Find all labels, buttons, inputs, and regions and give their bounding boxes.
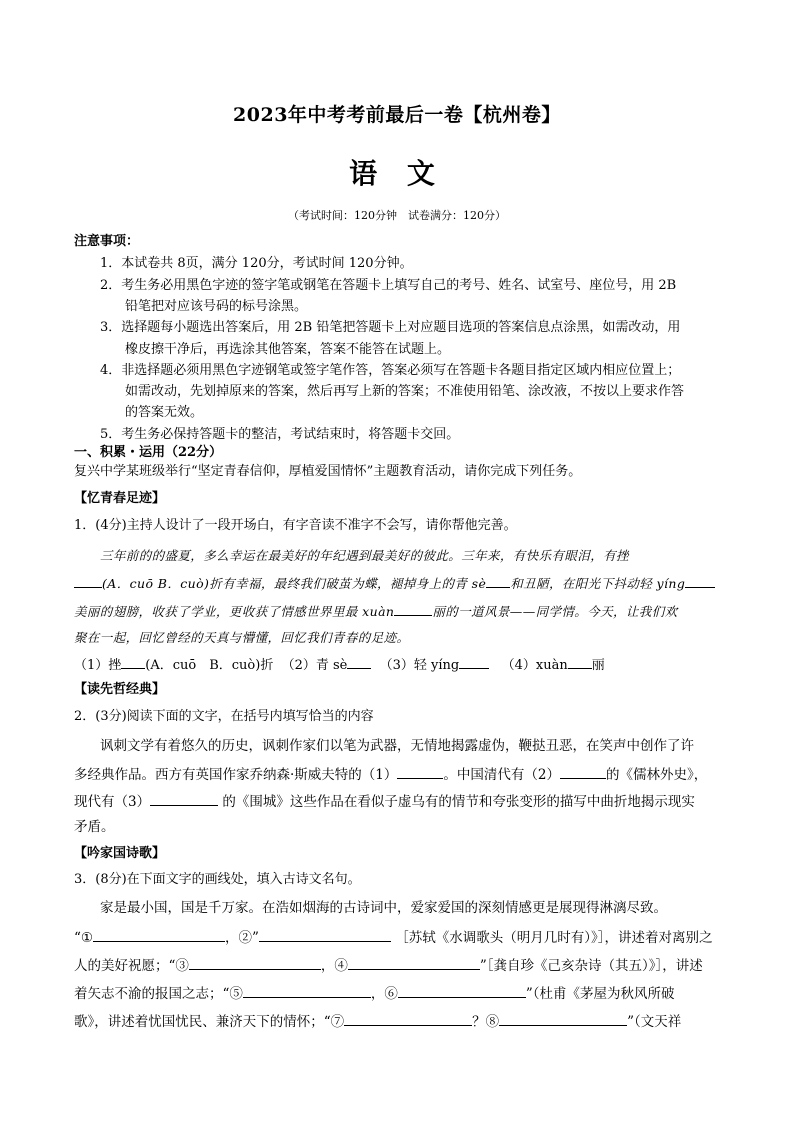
blank-cuo[interactable] — [74, 573, 102, 588]
notice-item-4: 4．非选择题必须用黑色字迹钢笔或签字笔作答，答案必须写在答题卡各题目指定区域内相应位置上； — [100, 363, 681, 378]
blank-swift-work[interactable] — [397, 764, 443, 779]
exam-info: （考试时间：120分钟 试卷满分：120分） — [288, 209, 506, 222]
task1-passage-line1: 三年前的的盛夏，多么幸运在最美好的年纪遇到最美好的彼此。三年来，有快乐有眼泪，有挫 — [100, 548, 629, 563]
answer-blank-2[interactable] — [347, 654, 371, 669]
task1-answer-row: （1）挫 (A．cuō B．cuò)折 （2）青 sè （3）轻 yíng （4）xuàn 丽 — [74, 654, 605, 675]
answer-blank-1[interactable] — [121, 654, 145, 669]
notice-item-2-cont: 铅笔把对应该号码的标号涂黑。 — [125, 299, 308, 314]
blank-poem-5[interactable] — [243, 983, 371, 998]
task2-line2: 多经典作品。西方有英国作家乔纳森·斯威夫特的（1） 。中国清代有（2） 的《儒林外史》， — [74, 764, 707, 784]
blank-qing-author[interactable] — [560, 764, 606, 779]
notice-item-3-cont: 橡皮擦干净后，再选涂其他答案，答案不能答在试题上。 — [125, 342, 451, 357]
task1-question: 1．(4分)主持人设计了一段开场白，有字音读不准字不会写，请你帮他完善。 — [74, 518, 517, 533]
subject-title: 语 文 — [349, 157, 445, 190]
notice-item-2: 2．考生务必用黑色字迹的签字笔或钢笔在答题卡上填写自己的考号、姓名、试室号、座位号，用 2B — [100, 278, 677, 293]
section-heading: 一、积累・运用（22分） — [74, 445, 223, 460]
blank-poem-3[interactable] — [189, 955, 321, 970]
answer-blank-3[interactable] — [459, 654, 489, 669]
blank-modern-author[interactable] — [150, 791, 218, 806]
task2-question: 2．(3分)阅读下面的文字，在括号内填写恰当的内容 — [74, 709, 374, 724]
notice-item-5: 5．考生务必保持答题卡的整洁，考试结束时，将答题卡交回。 — [100, 427, 460, 442]
task2-label: 【读先哲经典】 — [74, 682, 166, 697]
blank-poem-2[interactable] — [259, 927, 391, 942]
task3-question: 3．(8分)在下面文字的画线处，填入古诗文名句。 — [74, 872, 361, 887]
task3-label: 【吟家国诗歌】 — [74, 846, 166, 861]
blank-ying[interactable] — [685, 573, 715, 588]
task2-line1: 讽刺文学有着悠久的历史，讽刺作家们以笔为武器，无情地揭露虚伪，鞭挞丑恶，在笑声中创作了许 — [100, 738, 694, 754]
blank-poem-7[interactable] — [344, 1011, 472, 1026]
notice-heading: 注意事项： — [74, 234, 140, 249]
task3-line4: 着矢志不渝的报国之志；“⑤ ，⑥ ”（杜甫《茅屋为秋风所破 — [74, 983, 675, 1003]
task2-line3: 现代有（3） 的《围城》这些作品在看似子虚乌有的情节和夸张变形的描写中曲折地揭示现实 — [74, 791, 695, 811]
notice-item-4-cont1: 如需改动，先划掉原来的答案，然后再写上新的答案；不准使用铅笔、涂改液，不按以上要求作答 — [125, 384, 685, 399]
section-intro: 复兴中学某班级举行“坚定青春信仰，厚植爱国情怀”主题教育活动，请你完成下列任务。 — [74, 464, 582, 479]
task3-line3: 人的美好祝愿；“③ ，④ ”［龚自珍《己亥杂诗（其五）》］，讲述 — [74, 955, 703, 975]
answer-blank-4[interactable] — [568, 654, 592, 669]
notice-item-3: 3．选择题每小题选出答案后，用 2B 铅笔把答题卡上对应题目选项的答案信息点涂黑，如需改动，用 — [100, 320, 681, 335]
blank-poem-4[interactable] — [348, 955, 480, 970]
blank-poem-8[interactable] — [499, 1011, 627, 1026]
task1-label: 【忆青春足迹】 — [74, 491, 166, 506]
blank-poem-6[interactable] — [398, 983, 526, 998]
blank-xuan[interactable] — [394, 601, 432, 616]
task3-line5: 歌》，讲述着忧国忧民、兼济天下的情怀；“⑦ ？⑧ ”（文天祥 — [74, 1011, 681, 1031]
task2-line4: 矛盾。 — [74, 819, 115, 835]
task3-line2: “① ，②” ［苏轼《水调歌头（明月几时有）》］，讲述着对离别之 — [74, 927, 712, 947]
notice-item-4-cont2: 的答案无效。 — [125, 405, 204, 420]
exam-title: 2023年中考考前最后一卷【杭州卷】 — [233, 104, 561, 126]
task1-passage-line4: 聚在一起，回忆曾经的天真与懵懂，回忆我们青春的足迹。 — [74, 630, 410, 645]
notice-item-1: 1．本试卷共 8页，满分 120分，考试时间 120分钟。 — [100, 256, 413, 271]
task1-passage-line2: (A．cuō B．cuò)折有幸福，最终我们破茧为蝶，褪掉身上的青 sè 和丑陋，在阳光下抖动轻 yíng — [74, 573, 715, 592]
task1-passage-line3: 美丽的翅膀，收获了学业，更收获了情感世界里最 xuàn 丽的一道风景——同学情。今天，让我们欢 — [74, 601, 678, 620]
blank-se[interactable] — [486, 573, 510, 588]
blank-poem-1[interactable] — [93, 927, 225, 942]
task3-line1: 家是最小国，国是千万家。在浩如烟海的古诗词中，爱家爱国的深刻情感更是展现得淋漓尽致。 — [100, 900, 667, 916]
